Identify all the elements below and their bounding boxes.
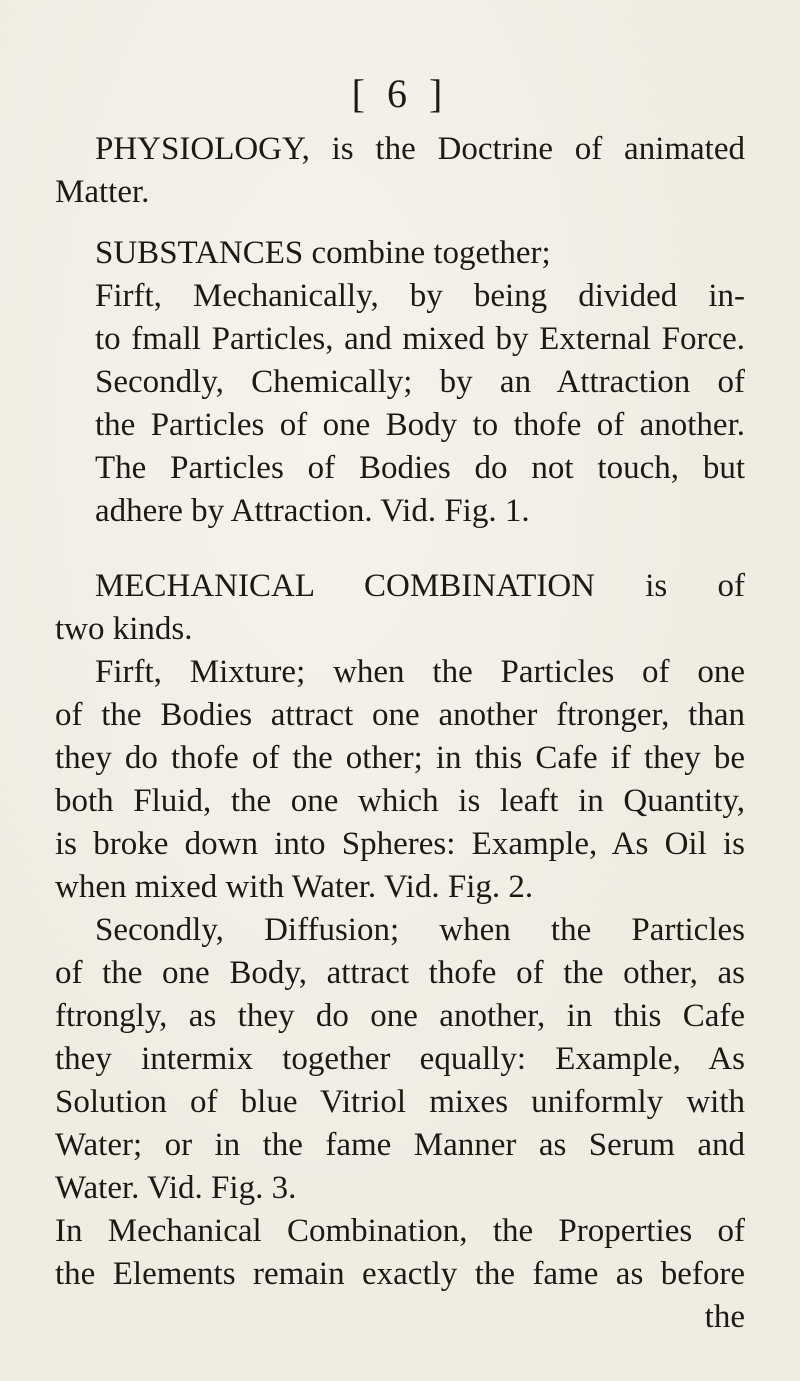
text-line: to fmall Particles, and mixed by External Force.	[95, 321, 745, 357]
text-line: The Particles of Bodies do not touch, but	[95, 450, 745, 486]
text-line: MECHANICAL COMBINATION is of	[95, 568, 745, 604]
paragraph-substances	[55, 232, 745, 533]
text-line: Secondly, Diffusion; when the Particles	[95, 912, 745, 948]
text-line: Matter.	[55, 174, 150, 210]
text-line: they intermix together equally: Example, As	[55, 1041, 745, 1077]
text-line: Firft, Mixture; when the Particles of one	[95, 654, 745, 690]
text-line: Water; or in the fame Manner as Serum and	[55, 1127, 745, 1163]
paragraph-mechanical-combination	[55, 565, 745, 1339]
paragraph-physiology	[55, 128, 745, 214]
text-line: Solution of blue Vitriol mixes uniformly with	[55, 1084, 745, 1120]
text-line: ftrongly, as they do one another, in this Cafe	[55, 998, 745, 1034]
text-line: Firft, Mechanically, by being divided in-	[95, 278, 745, 314]
text-line: both Fluid, the one which is leaft in Quantity,	[55, 783, 745, 819]
text-line: the Particles of one Body to thofe of another.	[95, 407, 745, 443]
catchword: the	[704, 1299, 745, 1335]
text-line: Water. Vid. Fig. 3.	[55, 1170, 297, 1206]
text-line: of the one Body, attract thofe of the other, as	[55, 955, 745, 991]
text-line: adhere by Attraction. Vid. Fig. 1.	[95, 493, 530, 529]
text-line: SUBSTANCES combine together;	[95, 235, 551, 271]
text-line: two kinds.	[55, 611, 193, 647]
text-line: the Elements remain exactly the fame as before	[55, 1256, 745, 1292]
text-line: they do thofe of the other; in this Cafe if they be	[55, 740, 745, 776]
text-line: In Mechanical Combination, the Properties of	[55, 1213, 745, 1249]
text-line: of the Bodies attract one another ftronger, than	[55, 697, 745, 733]
text-line: when mixed with Water. Vid. Fig. 2.	[55, 869, 534, 905]
text-line: PHYSIOLOGY, is the Doctrine of animated	[95, 131, 745, 167]
page-number: [ 6 ]	[351, 71, 449, 116]
text-line: is broke down into Spheres: Example, As Oil is	[55, 826, 745, 862]
text-line: Secondly, Chemically; by an Attraction of	[95, 364, 745, 400]
